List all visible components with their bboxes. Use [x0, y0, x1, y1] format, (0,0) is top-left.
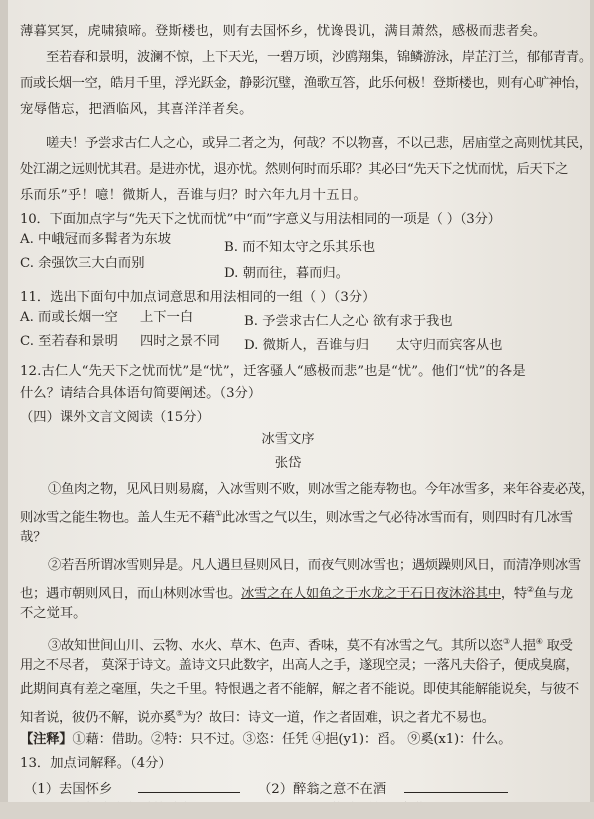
text-run: 人挹	[509, 638, 536, 654]
exam-page	[8, 0, 594, 802]
essay-paragraph-line	[20, 706, 495, 726]
section-heading: （四）课外文言文阅读（15分）	[20, 410, 210, 425]
passage-line: 而或长烟一空，皓月千里，浮光跃金，静影沉璧，渔歌互答，此乐何极！登斯楼也，则有心旷神怡，	[20, 76, 588, 91]
question-10-stem: 10．下面加点字与“先天下之忧而忧”中“而”字意义与用法相同的一项是（ ）（3分）	[20, 212, 501, 227]
question-11-option-c: C. 至若春和景明	[20, 334, 118, 349]
underlined-sentence: 冰雪之在人如鱼之于水龙之于石日夜沐浴其中	[240, 586, 501, 602]
essay-paragraph-line: ①鱼肉之物，见风日则易腐，入冰雪则不败，则冰雪之能寿物也。今年冰雪多，来年谷麦必茂，	[48, 482, 594, 497]
passage-line: 至若春和景明，波澜不惊，上下天光，一碧万顷，沙鸥翔集，锦鳞游泳，岸芷汀兰，郁郁青青。	[46, 50, 592, 65]
answer-blank[interactable]	[404, 780, 508, 793]
question-11-option-a: A. 而或长烟一空	[20, 310, 118, 325]
question-13-stem: 13．加点词解释。（4分）	[20, 756, 172, 771]
question-11-stem: 11．选出下面句中加点词意思和用法相同的一组（ ）（3分）	[20, 290, 376, 305]
question-10-option-a: A. 中峨冠而多髯者为东坡	[20, 232, 172, 247]
notes-text: ①藉：借助。②特：只不过。③恣：任凭 ④挹(y1)：舀。 ⑨奚(x1)：什么。	[72, 732, 512, 747]
text-run: ，特	[500, 586, 527, 602]
text-run: 知者说，彼仍不解，说亦奚	[20, 710, 176, 726]
text-run: 则冰雪之能生物也。盖人生无不藉	[20, 510, 215, 526]
question-11-option-d: D. 微斯人，吾谁与归	[244, 338, 370, 353]
essay-paragraph-line: 此期间真有差之毫厘，失之千里。特恨遇之者不能解，解之者不能说。即使其能解能说矣，与彼不	[20, 682, 579, 697]
essay-paragraph-line: 不之觉耳。	[20, 606, 87, 621]
background-edge	[0, 802, 594, 819]
footnote-marker: ⑤	[175, 709, 183, 718]
footnote-marker: ④	[535, 637, 543, 646]
text-run: 此冰雪之气以生，则冰雪之气必待冰雪而有，则四时有几冰雪	[221, 510, 573, 526]
text-run: ③故知世间山川、云物、水火、草木、色声、香味，莫不有冰雪之气。其所以恣	[48, 638, 503, 654]
passage-line: 薄暮冥冥，虎啸猿啼。登斯楼也，则有去国怀乡，忧谗畏讥，满目萧然，感极而悲者矣。	[20, 24, 547, 39]
text-run: 为？故曰：诗文一道，作之者固难，识之者尤不易也。	[182, 710, 495, 726]
annotation-notes	[20, 732, 511, 748]
question-12-line: 什么？请结合具体语句简要阐述。（3分）	[20, 386, 262, 401]
question-11-option-d-pair: 太守归而宾客从也	[396, 338, 503, 353]
essay-paragraph-line: 哉？	[20, 530, 47, 545]
notes-label: 【注释】	[20, 732, 73, 747]
text-run: 鱼与龙	[533, 586, 573, 602]
passage-line: 嗟夫！予尝求古仁人之心，或异二者之为，何哉？不以物喜，不以己悲，居庙堂之高则忧其民，	[46, 136, 592, 151]
question-12-line: 12.古仁人“先天下之忧而忧”是“忧”，迁客骚人“感极而悲”也是“忧”。他们“忧”的各是	[20, 364, 526, 379]
question-10-option-d: D. 朝而往，暮而归。	[224, 266, 350, 281]
footnote-marker: ①	[214, 509, 222, 518]
passage-line: 处江湖之远则忧其君。是进亦忧，退亦忧。然则何时而乐耶？其必曰“先天下之忧而忧，后天下之	[20, 162, 569, 177]
text-run: （1）去国怀乡	[24, 782, 113, 797]
footnote-marker: ③	[502, 637, 510, 646]
passage-line: 乐而乐”乎！噫！微斯人，吾谁与归？时六年九月十五日。	[20, 188, 368, 203]
question-11-option-c-pair: 四时之景不同	[140, 334, 220, 349]
essay-paragraph-line: 用之不尽者， 莫深于诗文。盖诗文只此数字，出高人之手，遂现空灵；一落凡夫俗子，便成臭腐，	[20, 658, 579, 673]
essay-paragraph-line: ②若吾所谓冰雪则异是。凡人遇旦昼则风日，而夜气则冰雪也；遇烦躁则风日，而清净则冰雪	[48, 558, 581, 573]
question-13-item-2	[258, 780, 508, 798]
essay-author: 张岱	[274, 456, 302, 471]
text-run: 取受	[542, 638, 573, 654]
text-run: （2）醉翁之意不在酒	[258, 782, 387, 797]
essay-paragraph-line	[48, 634, 573, 654]
essay-paragraph-line	[20, 582, 573, 602]
text-run: 也；遇市朝则风日，而山林则冰雪也。	[20, 586, 241, 602]
essay-title: 冰雪文序	[261, 432, 315, 447]
footnote-marker: ②	[526, 585, 534, 594]
question-10-option-c: C. 余强饮三大白而别	[20, 256, 145, 271]
question-10-option-b: B. 而不知太守之乐其乐也	[224, 240, 376, 255]
essay-paragraph-line	[20, 506, 573, 526]
passage-line: 宠辱偕忘，把酒临风，其喜洋洋者矣。	[20, 102, 253, 117]
question-11-option-b: B. 予尝求古仁人之心 欲有求于我也	[244, 314, 453, 329]
question-13-item-1	[24, 780, 240, 798]
question-11-option-a-pair: 上下一白	[140, 310, 194, 325]
answer-blank[interactable]	[138, 780, 240, 793]
